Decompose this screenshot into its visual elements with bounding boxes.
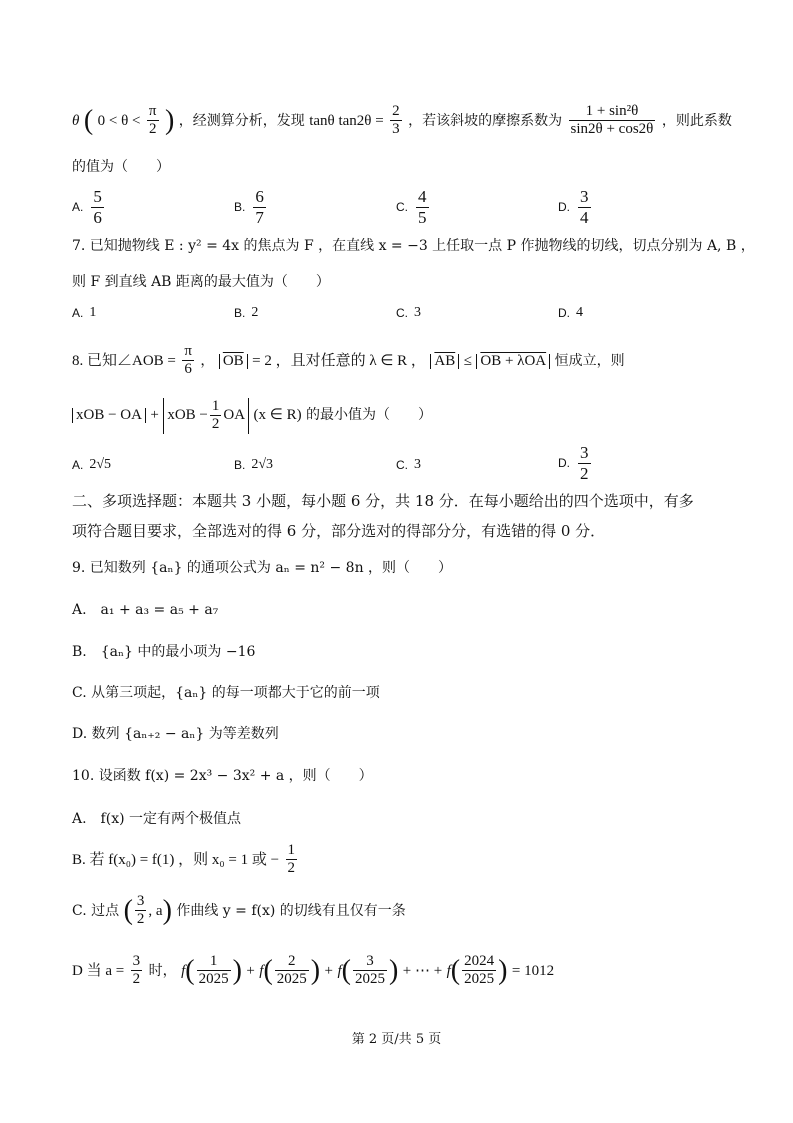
section2-heading-line1: 二、多项选择题：本题共 3 小题，每小题 6 分，共 18 分．在每小题给出的四个选项中，有多 [72, 492, 694, 510]
q8-option-d: D. $\frac{3}{2}$ [558, 443, 589, 483]
q8-option-a: A. 2√5 [72, 457, 112, 472]
q7-option-d: D. 4 [558, 305, 583, 320]
q10-option-b: B. 若 f(x₀) = f(1) ，则 x₀ = 1 或 − $\frac{1}{2}$ [72, 842, 296, 877]
q6-option-d: D. $\frac{3}{4}$ [558, 187, 589, 227]
q7-option-c: C. 3 [396, 305, 421, 320]
q6-line2: 的值为（ ） [72, 159, 170, 175]
q6-friction-fraction: $\frac{\text{1 + sin²θ}}{\sin 2\theta + \cos 2\theta}$ [570, 103, 654, 138]
q9-option-d: D. 数列 {aₙ₊₂ − aₙ} 为等差数列 [72, 726, 279, 742]
q10-option-a: A. f(x) 一定有两个极值点 [72, 811, 242, 827]
q9-option-c: C. 从第三项起，{aₙ} 的每一项都大于它的前一项 [72, 685, 380, 701]
q8-option-c: C. 3 [396, 457, 421, 472]
q9-option-b: B. {aₙ} 中的最小项为 −16 [72, 644, 256, 660]
q7-option-a: A. 1 [72, 305, 97, 320]
q6-option-c: C. $\frac{4}{5}$ [396, 187, 427, 227]
q6-cond-fraction: $\frac{\pi}{2}$ [148, 103, 157, 138]
section2-heading-line2: 项符合题目要求，全部选对的得 6 分，部分选对的得部分分，有选错的得 0 分． [72, 522, 606, 540]
q8-option-b: B. 2√3 [234, 457, 274, 472]
q8-stem-line2: xOB − OA + xOB − $\frac{1}{2}$ OA (x ∈ R) 的最小值为（ ） [72, 398, 432, 434]
q6-line1: θ ( 0 < θ < $\frac{\pi}{2}$ ) ，经测算分析，发现 tanθ tan2θ = $\frac{2}{3}$ ，若该斜坡的摩擦系数为 $\frac{\text{1 + sin²θ}}{\sin 2\theta + \cos 2\theta}$ ，则此系数 [72, 103, 732, 138]
q6-option-b: B. $\frac{6}{7}$ [234, 187, 264, 227]
q6-condition: 0 < θ < [97, 112, 141, 129]
page-footer: 第 2 页/共 5 页 [351, 1032, 442, 1047]
q6-option-a: A. $\frac{5}{6}$ [72, 187, 102, 227]
q7-stem-line2: 则 F 到直线 AB 距离的最大值为（ ） [72, 274, 330, 290]
q9-option-a: A. a₁ + a₃ = a₅ + a₇ [72, 602, 219, 618]
q10-stem: 10. 设函数 f(x) = 2x³ − 3x² + a ，则（ ） [72, 768, 373, 784]
q10-option-c: C. 过点 ( $\frac{3}{2}$ , a) 作曲线 y = f(x) 的切线有且仅有一条 [72, 893, 406, 928]
q7-option-b: B. 2 [234, 305, 259, 320]
q9-stem: 9. 已知数列 {aₙ} 的通项公式为 aₙ = n² − 8n ，则（ ） [72, 560, 453, 576]
q8-stem-line1: 8. 已知∠AOB = $\frac{\pi}{6}$ ， $\overline{OB} = 2$ ，且对任意的 λ ∈ R ， $\overline{AB}$ ≤ OB + λOA 恒成立，则 [72, 343, 625, 378]
q7-stem-line1: 7. 已知抛物线 E : y² = 4x 的焦点为 F ，在直线 x = −3 上任取一点 P 作抛物线的切线，切点分别为 A, B ， [72, 238, 755, 254]
q10-option-d: D 当 a = $\frac{3}{2}$ 时， f( $\frac{1}{2025}$ ) + f( $\frac{2}{2025}$ ) + f( $\frac{3}{2025}$ ) + ⋯ + f( $\frac{2024}{2025}$ ) = 1012 [72, 953, 555, 988]
